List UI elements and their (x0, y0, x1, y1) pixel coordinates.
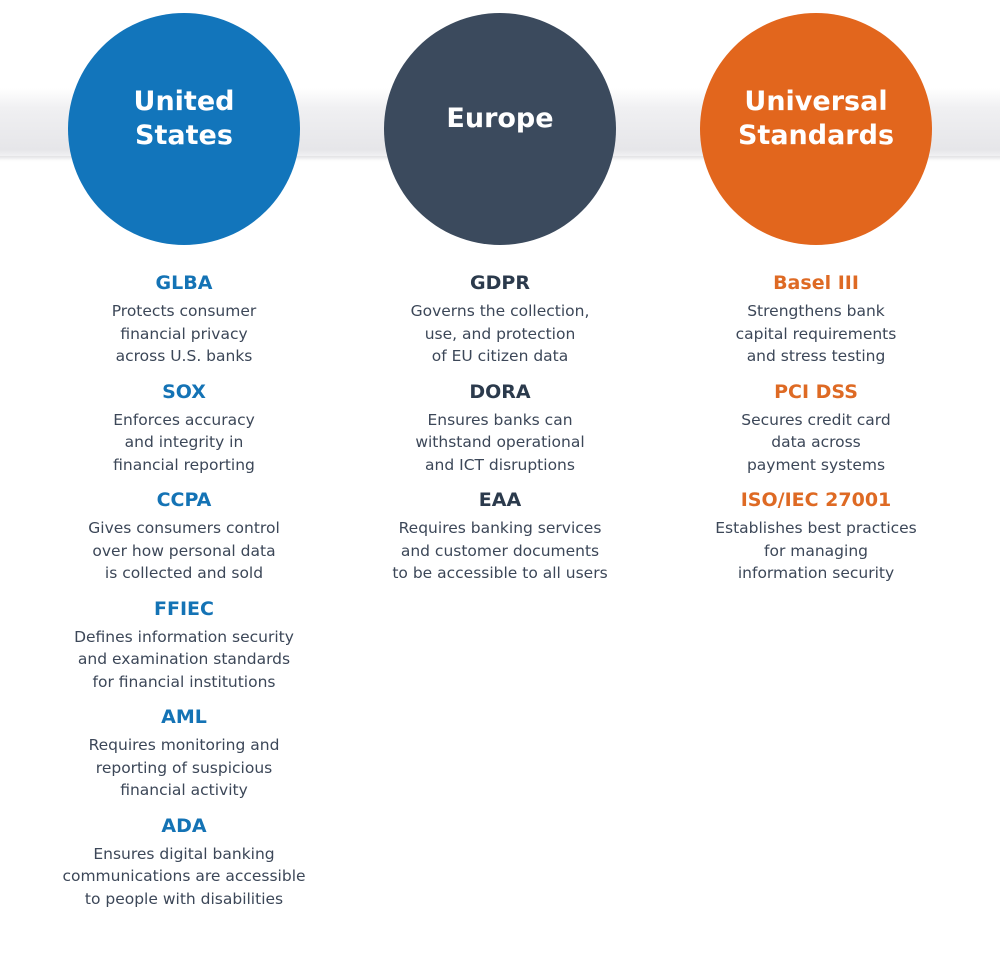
universal-standards-heading: Universal Standards (737, 86, 895, 151)
regulation-description: Enforces accuracy and integrity in financial reporting (113, 410, 255, 474)
regulation-description: Gives consumers control over how personal data is collected and sold (88, 519, 280, 582)
regulation-description: Establishes best practices for managing information security (715, 519, 917, 582)
regulation-item-basel-iii (666, 270, 966, 368)
regulation-item-ada (34, 813, 334, 911)
regulation-description: Ensures digital banking communications are accessible to people with disabilities (62, 844, 306, 908)
regulation-title: DORA (469, 380, 531, 403)
regulation-title: CCPA (156, 489, 212, 511)
regulation-item-sox (34, 379, 334, 477)
regulation-title: GDPR (470, 272, 530, 294)
regulation-description: Protects consumer financial privacy across U.S. banks (111, 302, 257, 365)
regulation-item-gdpr (350, 270, 650, 368)
universal-standards-column (666, 270, 966, 596)
regulation-description: Strengthens bank capital requirements and stress testing (735, 302, 897, 365)
regulation-title: ISO/IEC 27001 (740, 489, 892, 511)
regulation-title: EAA (478, 489, 522, 511)
regulation-item-dora (350, 379, 650, 477)
regulation-title: GLBA (155, 272, 213, 294)
europe-column (350, 270, 650, 596)
regulation-description: Ensures banks can withstand operational and ICT disruptions (415, 410, 585, 474)
regulation-item-aml (34, 704, 334, 802)
europe-heading: Europe (446, 103, 554, 134)
regulation-title: SOX (162, 380, 206, 403)
united-states-column (34, 270, 334, 921)
regulation-item-pci-dss (666, 379, 966, 477)
regulation-description: Governs the collection, use, and protection of EU citizen data (410, 302, 590, 365)
regulation-title: FFIEC (154, 597, 214, 620)
regulation-title: PCI DSS (774, 380, 858, 403)
universal-standards-circle (700, 13, 932, 245)
united-states-circle (68, 13, 300, 245)
regulation-item-ccpa (34, 487, 334, 585)
regulation-description: Requires monitoring and reporting of suspicious financial activity (88, 736, 280, 799)
regulation-title: ADA (161, 814, 207, 837)
regulation-item-eaa (350, 487, 650, 585)
regulation-item-glba (34, 270, 334, 368)
regulation-description: Defines information security and examination standards for financial institutions (74, 627, 294, 691)
regulation-item-ffiec (34, 596, 334, 694)
regulation-description: Secures credit card data across payment systems (741, 410, 891, 474)
regulation-item-iso-iec-27001 (666, 487, 966, 585)
regulation-title: Basel III (773, 272, 859, 294)
europe-circle (384, 13, 616, 245)
regulation-description: Requires banking services and customer documents to be accessible to all users (392, 519, 608, 582)
united-states-heading: United States (133, 86, 235, 151)
regulation-title: AML (161, 706, 207, 728)
